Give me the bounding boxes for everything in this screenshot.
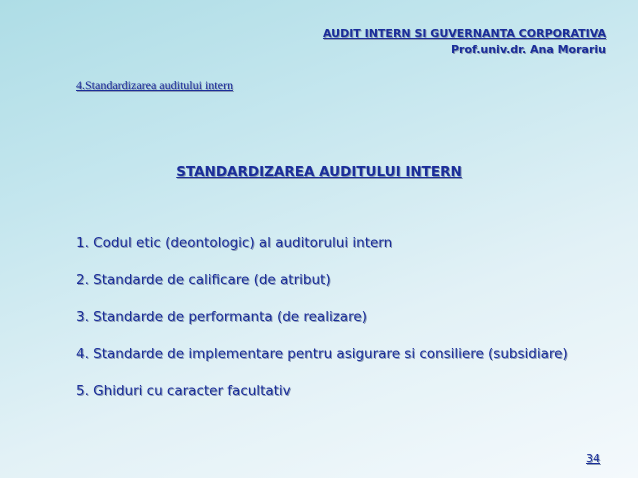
author-name: Prof.univ.dr. Ana Morariu	[450, 43, 606, 56]
list-item: 2. Standarde de calificare (de atribut)	[76, 272, 331, 288]
list-item: 4. Standarde de implementare pentru asigurare si consiliere (subsidiare)	[76, 346, 568, 362]
list-item: 3. Standarde de performanta (de realizare)	[76, 309, 367, 325]
course-title: AUDIT INTERN SI GUVERNANTA CORPORATIVA	[322, 27, 606, 40]
page-number: 34	[586, 452, 600, 465]
section-link[interactable]: 4.Standardizarea auditului intern	[76, 78, 233, 92]
slide-title: STANDARDIZAREA AUDITULUI INTERN	[176, 164, 462, 180]
standards-list	[76, 235, 568, 420]
list-item: 1. Codul etic (deontologic) al auditorului intern	[76, 235, 393, 251]
list-item: 5. Ghiduri cu caracter facultativ	[76, 383, 291, 399]
